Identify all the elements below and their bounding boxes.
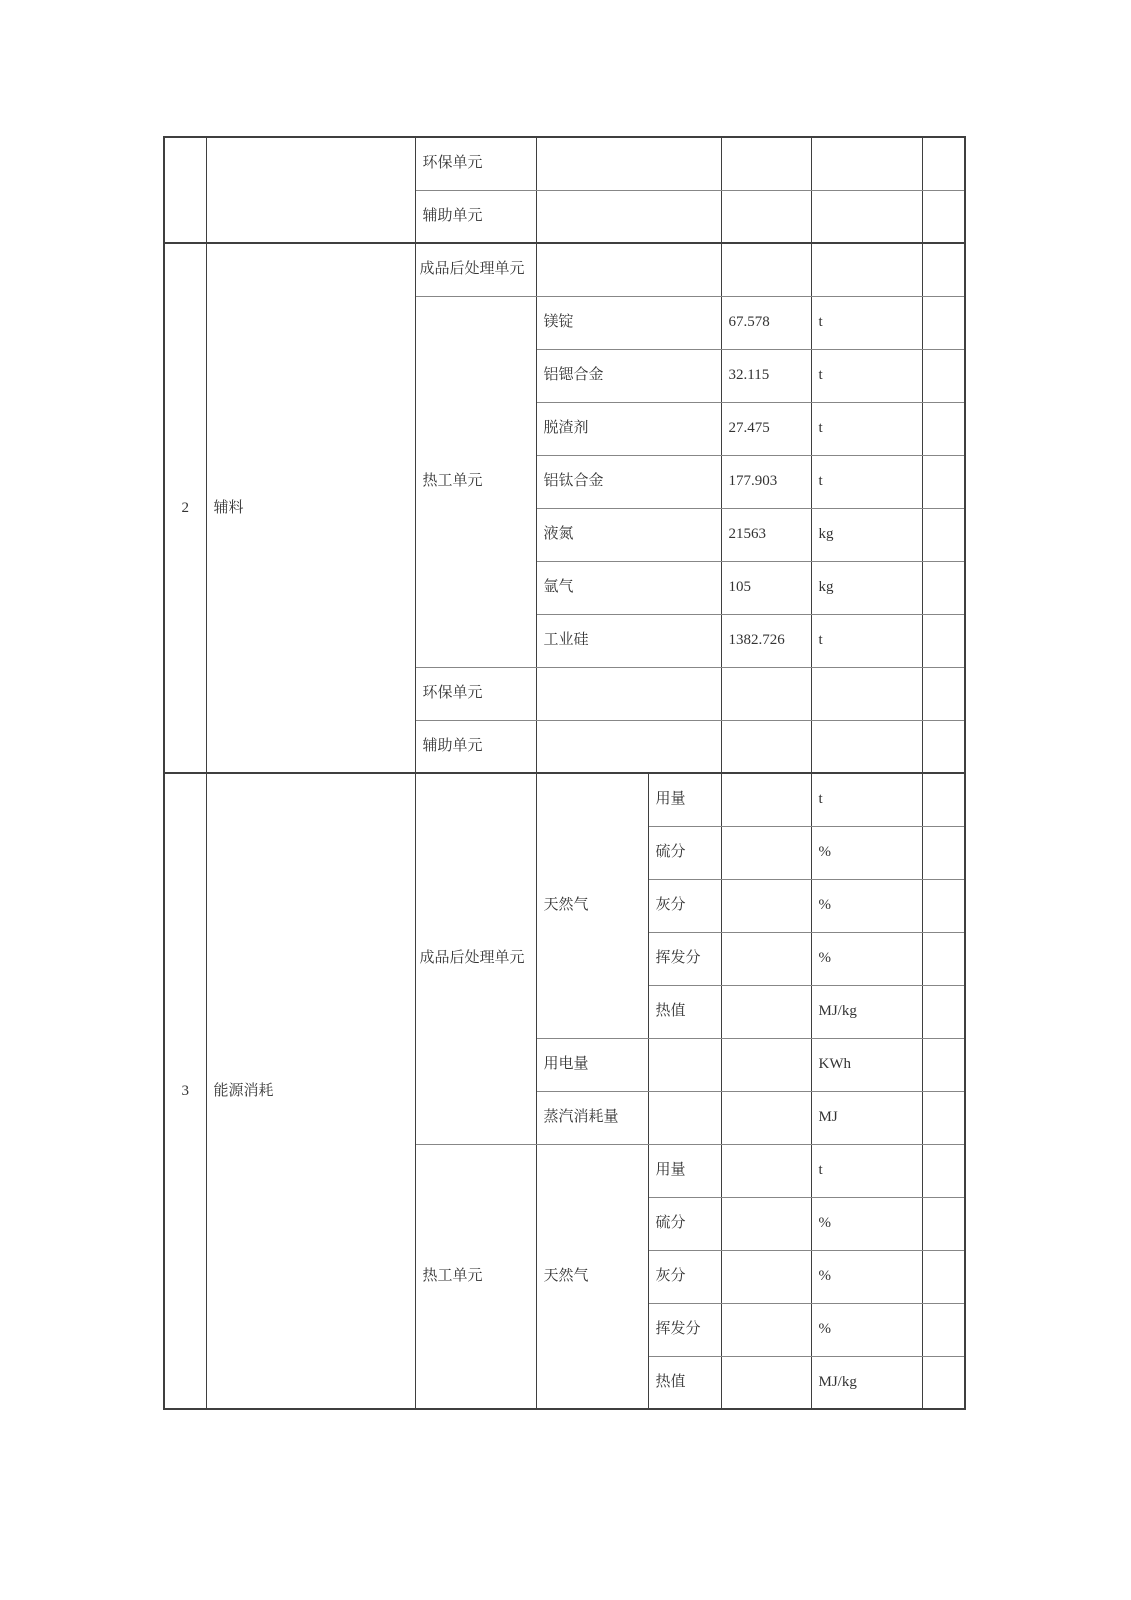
subitem-cell [648, 1091, 721, 1144]
value-cell [721, 826, 811, 879]
uom-cell: % [811, 1250, 922, 1303]
uom-cell: t [811, 455, 922, 508]
subitem-cell: 灰分 [648, 879, 721, 932]
uom-cell [811, 667, 922, 720]
value-cell: 177.903 [721, 455, 811, 508]
item-cell: 脱渣剂 [536, 402, 721, 455]
spare-cell [922, 561, 965, 614]
uom-cell: MJ/kg [811, 1356, 922, 1409]
spare-cell [922, 1038, 965, 1091]
value-cell: 105 [721, 561, 811, 614]
item-cell: 氩气 [536, 561, 721, 614]
uom-cell: kg [811, 561, 922, 614]
unit-cell: 热工单元 [415, 1144, 536, 1409]
unit-cell: 辅助单元 [415, 190, 536, 243]
item-cell: 镁锭 [536, 296, 721, 349]
category-cell: 能源消耗 [206, 773, 415, 1409]
uom-cell: % [811, 1303, 922, 1356]
spare-cell [922, 932, 965, 985]
item-cell: 天然气 [536, 1144, 648, 1409]
spare-cell [922, 985, 965, 1038]
subitem-cell: 热值 [648, 985, 721, 1038]
spare-cell [922, 1197, 965, 1250]
value-cell [721, 932, 811, 985]
value-cell [721, 773, 811, 826]
spare-cell [922, 826, 965, 879]
subitem-cell: 用量 [648, 1144, 721, 1197]
spare-cell [922, 1356, 965, 1409]
value-cell: 67.578 [721, 296, 811, 349]
category-cell: 辅料 [206, 243, 415, 773]
table-row [164, 773, 965, 826]
uom-cell: % [811, 1197, 922, 1250]
value-cell [721, 137, 811, 190]
uom-cell: t [811, 1144, 922, 1197]
value-cell [721, 1038, 811, 1091]
item-cell: 用电量 [536, 1038, 648, 1091]
spare-cell [922, 1250, 965, 1303]
value-cell [721, 879, 811, 932]
spare-cell [922, 402, 965, 455]
uom-cell: % [811, 826, 922, 879]
uom-cell: MJ/kg [811, 985, 922, 1038]
item-cell: 铝钛合金 [536, 455, 721, 508]
uom-cell: t [811, 773, 922, 826]
spare-cell [922, 1303, 965, 1356]
spare-cell [922, 1091, 965, 1144]
spare-cell [922, 190, 965, 243]
spare-cell [922, 137, 965, 190]
seq-cell: 3 [164, 773, 206, 1409]
unit-cell: 环保单元 [415, 137, 536, 190]
unit-cell: 环保单元 [415, 667, 536, 720]
item-cell [536, 190, 721, 243]
value-cell [721, 1144, 811, 1197]
uom-cell: t [811, 402, 922, 455]
table-row [164, 137, 965, 190]
item-cell [536, 243, 721, 296]
unit-cell: 成品后处理单元 [415, 243, 536, 296]
uom-cell [811, 720, 922, 773]
table-row [164, 243, 965, 296]
category-cell [206, 137, 415, 243]
seq-cell: 2 [164, 243, 206, 773]
subitem-cell: 用量 [648, 773, 721, 826]
value-cell [721, 190, 811, 243]
uom-cell: MJ [811, 1091, 922, 1144]
uom-cell: t [811, 349, 922, 402]
spare-cell [922, 455, 965, 508]
value-cell [721, 1356, 811, 1409]
uom-cell: t [811, 296, 922, 349]
uom-cell: KWh [811, 1038, 922, 1091]
unit-cell: 辅助单元 [415, 720, 536, 773]
spare-cell [922, 614, 965, 667]
item-cell: 铝锶合金 [536, 349, 721, 402]
spare-cell [922, 243, 965, 296]
value-cell [721, 1250, 811, 1303]
value-cell [721, 1303, 811, 1356]
item-cell [536, 137, 721, 190]
spare-cell [922, 296, 965, 349]
spare-cell [922, 1144, 965, 1197]
uom-cell: % [811, 879, 922, 932]
value-cell [721, 720, 811, 773]
spare-cell [922, 773, 965, 826]
subitem-cell: 挥发分 [648, 932, 721, 985]
value-cell: 1382.726 [721, 614, 811, 667]
spare-cell [922, 879, 965, 932]
value-cell [721, 1197, 811, 1250]
subitem-cell: 硫分 [648, 826, 721, 879]
uom-cell [811, 137, 922, 190]
unit-cell: 热工单元 [415, 296, 536, 667]
spare-cell [922, 349, 965, 402]
uom-cell [811, 190, 922, 243]
value-cell [721, 1091, 811, 1144]
uom-cell: t [811, 614, 922, 667]
spare-cell [922, 720, 965, 773]
subitem-cell [648, 1038, 721, 1091]
unit-cell: 成品后处理单元 [415, 773, 536, 1144]
item-cell [536, 667, 721, 720]
item-cell: 天然气 [536, 773, 648, 1038]
subitem-cell: 挥发分 [648, 1303, 721, 1356]
item-cell: 工业硅 [536, 614, 721, 667]
value-cell: 27.475 [721, 402, 811, 455]
item-cell: 蒸汽消耗量 [536, 1091, 648, 1144]
subitem-cell: 灰分 [648, 1250, 721, 1303]
data-table [163, 136, 966, 1410]
seq-cell [164, 137, 206, 243]
uom-cell: % [811, 932, 922, 985]
uom-cell: kg [811, 508, 922, 561]
uom-cell [811, 243, 922, 296]
value-cell: 32.115 [721, 349, 811, 402]
item-cell [536, 720, 721, 773]
value-cell [721, 243, 811, 296]
value-cell [721, 667, 811, 720]
subitem-cell: 热值 [648, 1356, 721, 1409]
value-cell [721, 985, 811, 1038]
item-cell: 液氮 [536, 508, 721, 561]
value-cell: 21563 [721, 508, 811, 561]
spare-cell [922, 667, 965, 720]
spare-cell [922, 508, 965, 561]
subitem-cell: 硫分 [648, 1197, 721, 1250]
